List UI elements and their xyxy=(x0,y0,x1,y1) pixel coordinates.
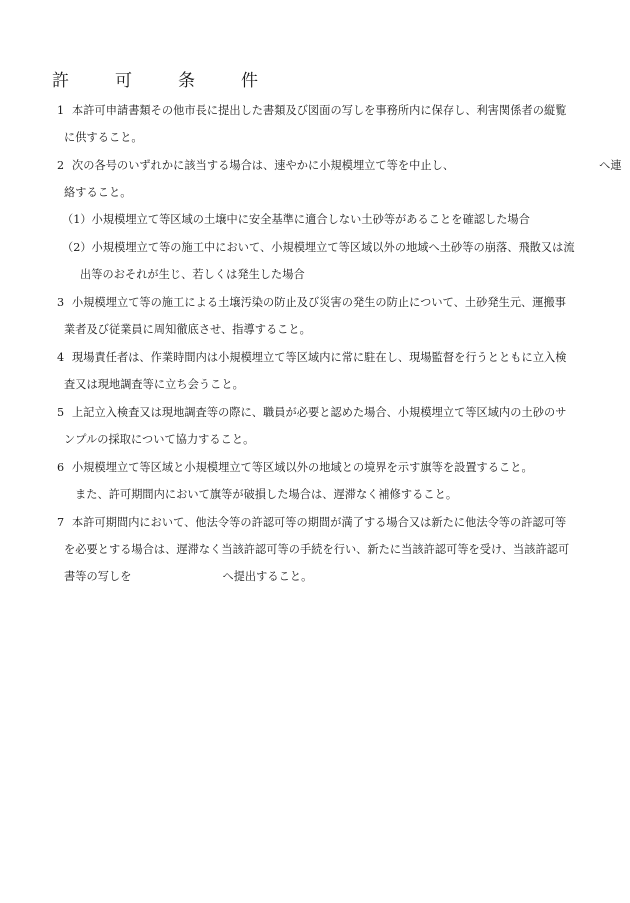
condition-3-line-1 xyxy=(57,296,566,310)
condition-text: へ提出すること。 xyxy=(222,570,313,583)
condition-6-line-2 xyxy=(75,488,457,502)
condition-3-line-2 xyxy=(64,323,311,337)
sub-item-text: （1）小規模埋立て等区域の土壌中に安全基準に適合しない土砂等があることを確認した場合 xyxy=(62,213,530,226)
condition-2-item-2-line-2 xyxy=(80,268,305,282)
condition-text: に供すること。 xyxy=(64,131,143,144)
condition-text: へ連 xyxy=(599,159,622,172)
condition-text: 次の各号のいずれかに該当する場合は、速やかに小規模埋立て等を中止し、 xyxy=(72,159,455,172)
condition-1-line-1 xyxy=(57,104,566,118)
condition-7-line-2 xyxy=(64,543,569,557)
condition-text: 本許可期間内において、他法令等の許認可等の期間が満了する場合又は新たに他法令等の許認可等 xyxy=(72,516,567,529)
condition-text: 業者及び従業員に周知徹底させ、指導すること。 xyxy=(64,323,311,336)
condition-5-line-1 xyxy=(57,406,566,420)
condition-1-line-2 xyxy=(64,131,143,145)
condition-2-item-2-line-1 xyxy=(62,241,575,255)
condition-text: 小規模埋立て等の施工による土壌汚染の防止及び災害の発生の防止について、土砂発生元、運搬事 xyxy=(72,296,567,309)
condition-number: 4 xyxy=(57,351,65,364)
condition-text: また、許可期間内において旗等が破損した場合は、遅滞なく補修すること。 xyxy=(75,488,458,501)
condition-number: 3 xyxy=(57,296,65,309)
condition-2-line-1 xyxy=(57,159,622,173)
sub-item-text: 出等のおそれが生じ、若しくは発生した場合 xyxy=(80,268,305,281)
title-char: 条 xyxy=(178,71,195,91)
condition-4-line-1 xyxy=(57,351,566,365)
condition-text: 絡すること。 xyxy=(64,186,132,199)
condition-text: 小規模埋立て等区域と小規模埋立て等区域以外の地域との境界を示す旗等を設置すること。 xyxy=(72,461,533,474)
condition-number: 5 xyxy=(57,406,65,419)
condition-text: を必要とする場合は、遅滞なく当該許認可等の手続を行い、新たに当該許認可等を受け、当該許認可 xyxy=(64,543,570,556)
condition-4-line-2 xyxy=(64,378,244,392)
condition-text: 査又は現地調査等に立ち会うこと。 xyxy=(64,378,244,391)
condition-2-item-1 xyxy=(62,213,530,227)
condition-7-line-3 xyxy=(64,570,312,584)
title-char: 件 xyxy=(241,71,258,91)
condition-text: 本許可申請書類その他市長に提出した書類及び図面の写しを事務所内に保存し、利害関係者の縦覧 xyxy=(72,104,567,117)
condition-text: 書等の写しを xyxy=(64,570,132,583)
page-title xyxy=(52,70,258,92)
title-char: 可 xyxy=(115,71,132,91)
condition-text: ンプルの採取について協力すること。 xyxy=(64,433,255,446)
condition-number: 6 xyxy=(57,461,65,474)
title-char: 許 xyxy=(52,71,69,91)
sub-item-text: （2）小規模埋立て等の施工中において、小規模埋立て等区域以外の地域へ土砂等の崩落、飛散又は流 xyxy=(62,241,575,254)
condition-7-line-1 xyxy=(57,516,566,530)
condition-number: 7 xyxy=(57,516,65,529)
condition-number: 2 xyxy=(57,159,65,172)
condition-text: 現場責任者は、作業時間内は小規模埋立て等区域内に常に駐在し、現場監督を行うとともに立入検 xyxy=(72,351,567,364)
condition-5-line-2 xyxy=(64,433,254,447)
condition-2-line-2 xyxy=(64,186,131,200)
condition-text: 上記立入検査又は現地調査等の際に、職員が必要と認めた場合、小規模埋立て等区域内の土砂のサ xyxy=(72,406,567,419)
condition-6-line-1 xyxy=(57,461,533,475)
condition-number: 1 xyxy=(57,104,65,117)
